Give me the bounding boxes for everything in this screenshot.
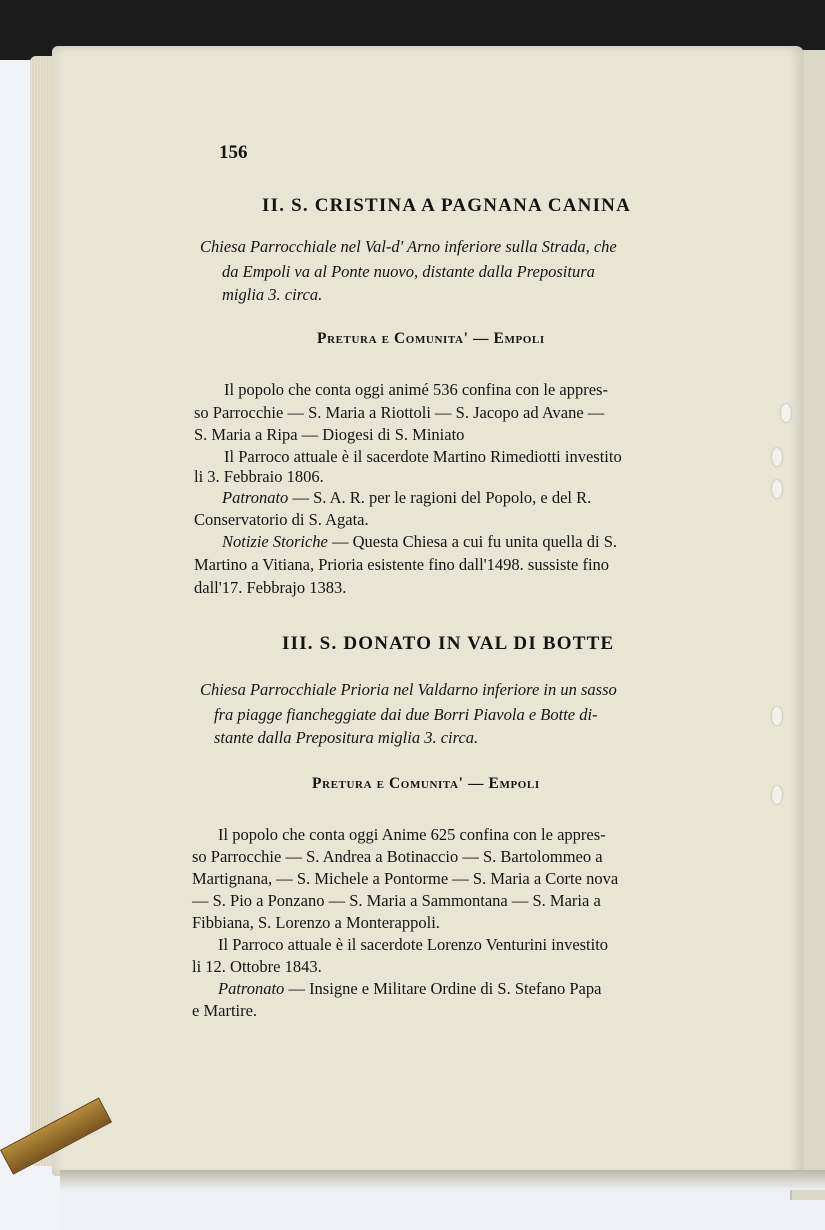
body-line: dall'17. Febbrajo 1383. (194, 578, 347, 597)
punch-hole (772, 707, 782, 725)
court-line: Pretura e Comunita' — Empoli (312, 775, 540, 792)
body-line: Il Parroco attuale è il sacerdote Martino Rimediotti investito (224, 447, 622, 466)
section-description-line: Chiesa Parrocchiale nel Val-d' Arno inferiore sulla Strada, che (200, 237, 617, 256)
body-line: Conservatorio di S. Agata. (194, 510, 369, 529)
body-line: — S. Pio a Ponzano — S. Maria a Sammontana — S. Maria a (192, 891, 601, 910)
punch-hole (781, 404, 791, 422)
page-number: 156 (219, 142, 248, 163)
punch-hole (772, 448, 782, 466)
body-line (222, 532, 617, 552)
body-line: li 3. Febbraio 1806. (194, 467, 324, 486)
body-line: so Parrocchie — S. Andrea a Botinaccio — S. Bartolommeo a (192, 847, 603, 866)
patronato-text: — Insigne e Militare Ordine di S. Stefano Papa (288, 979, 602, 998)
section-description-line: fra piagge fiancheggiate dai due Borri Piavola e Botte di- (214, 705, 598, 724)
body-line (222, 488, 591, 508)
patronato-label: Patronato (222, 488, 289, 507)
punch-hole (772, 480, 782, 498)
section-heading: II. S. CRISTINA A PAGNANA CANINA (262, 195, 632, 216)
court-line: Pretura e Comunita' — Empoli (317, 330, 545, 347)
body-line: Il popolo che conta oggi animé 536 confina con le appres- (224, 380, 608, 399)
page-shadow (60, 1170, 825, 1190)
section-description-line: da Empoli va al Ponte nuovo, distante dalla Prepositura (222, 262, 595, 281)
body-line: li 12. Ottobre 1843. (192, 957, 322, 976)
section-description-line: Chiesa Parrocchiale Prioria nel Valdarno inferiore in un sasso (200, 680, 617, 699)
section-description-line: stante dalla Prepositura miglia 3. circa. (214, 728, 479, 747)
body-line: e Martire. (192, 1001, 258, 1020)
notizie-label: Notizie Storiche (222, 532, 328, 551)
body-line: so Parrocchie — S. Maria a Riottoli — S. Jacopo ad Avane — (194, 403, 605, 422)
body-line: Il Parroco attuale è il sacerdote Lorenzo Venturini investito (218, 935, 609, 954)
notizie-text: — Questa Chiesa a cui fu unita quella di S. (332, 532, 618, 551)
body-line: Martino a Vitiana, Prioria esistente fino dall'1498. sussiste fino (194, 555, 610, 574)
patronato-text: — S. A. R. per le ragioni del Popolo, e del R. (292, 488, 592, 507)
patronato-label: Patronato (218, 979, 285, 998)
punch-hole (772, 786, 782, 804)
section-heading: III. S. DONATO IN VAL DI BOTTE (282, 633, 615, 654)
body-line: Martignana, — S. Michele a Pontorme — S. Maria a Corte nova (192, 869, 619, 888)
body-line (218, 979, 601, 999)
body-line: S. Maria a Ripa — Diogesi di S. Miniato (194, 425, 465, 444)
body-line: Il popolo che conta oggi Anime 625 confina con le appres- (218, 825, 606, 844)
body-line: Fibbiana, S. Lorenzo a Monterappoli. (192, 913, 440, 932)
section-description-line: miglia 3. circa. (222, 285, 323, 304)
